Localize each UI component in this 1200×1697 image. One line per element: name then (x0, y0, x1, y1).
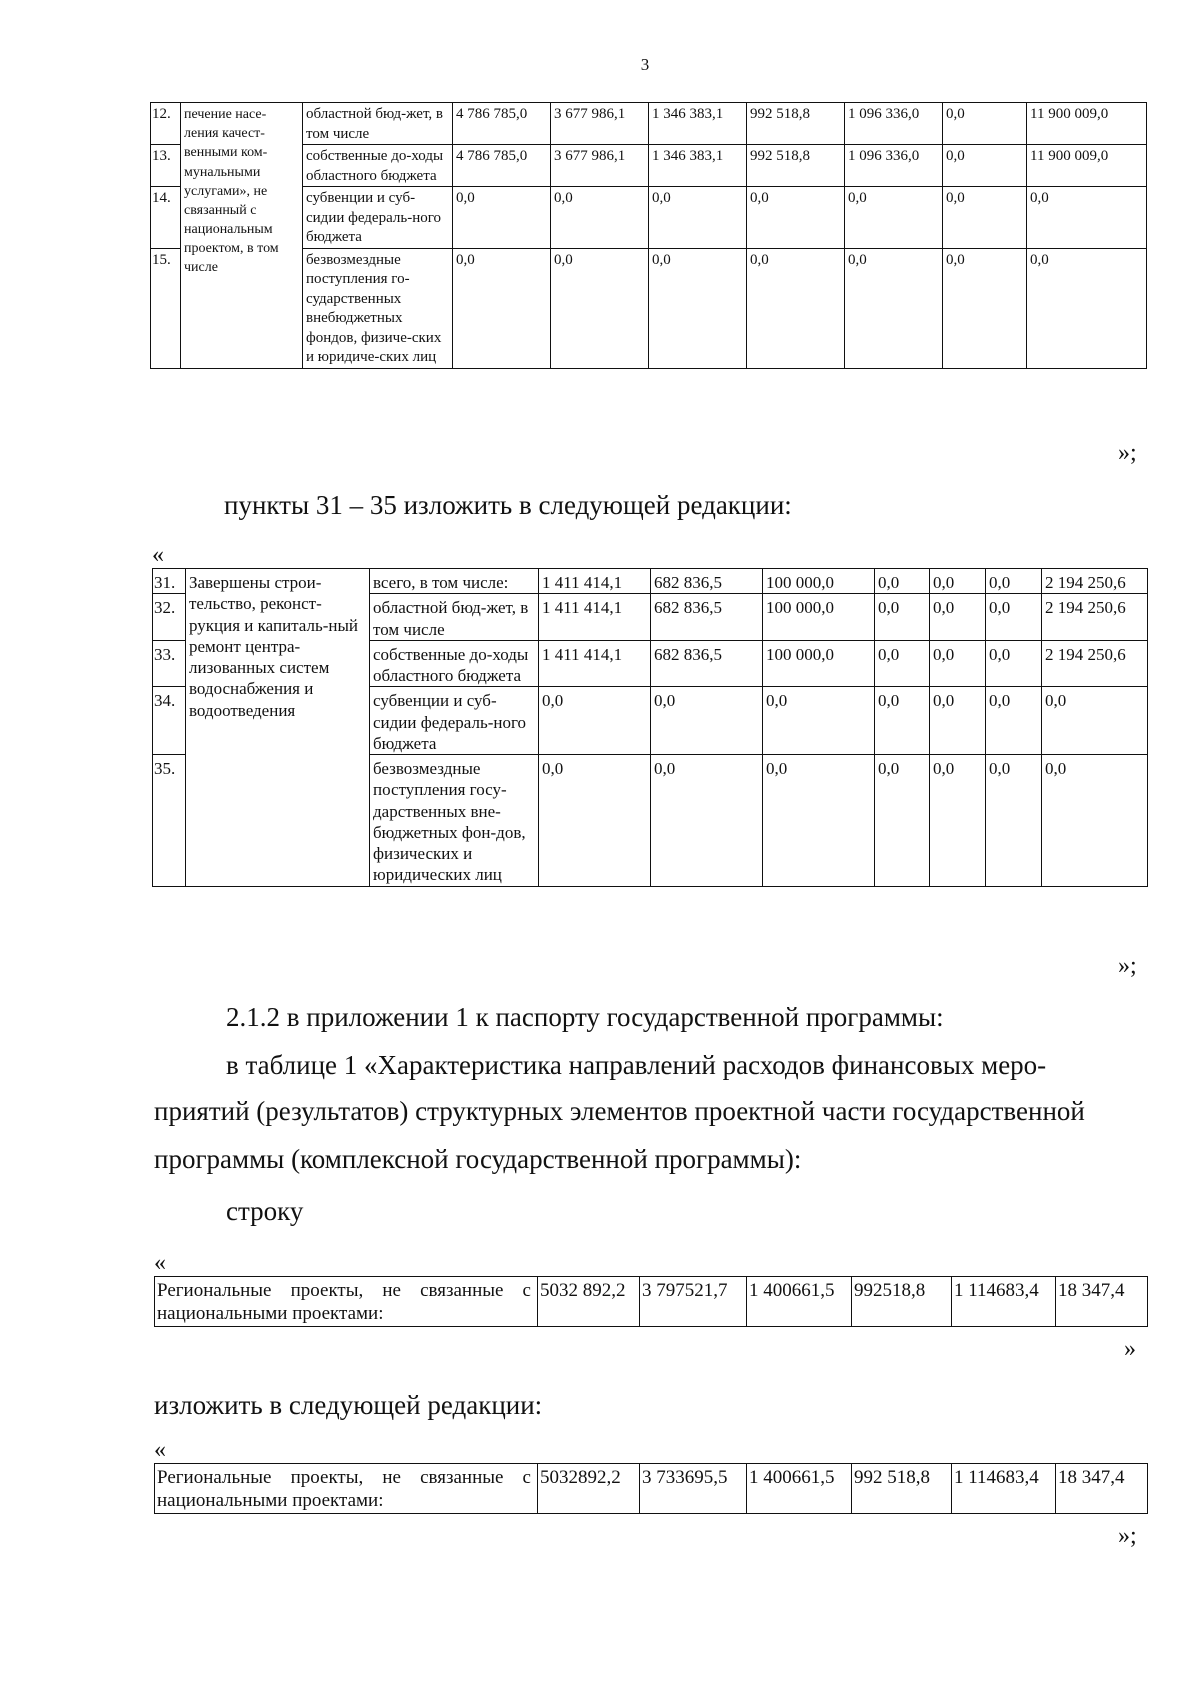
row-label: Региональные проекты, не связанные с национальными проектами: (155, 1464, 538, 1514)
value-cell: 0,0 (930, 687, 986, 755)
value-cell: 5032892,2 (538, 1464, 640, 1514)
value-cell: 0,0 (747, 187, 845, 249)
value-cell: 2 194 250,6 (1042, 594, 1148, 641)
value-cell: 5032 892,2 (538, 1277, 640, 1327)
value-cell: 992 518,8 (747, 145, 845, 187)
value-cell: 0,0 (930, 594, 986, 641)
value-cell: 3 677 986,1 (551, 103, 649, 145)
value-cell: 1 400661,5 (747, 1464, 852, 1514)
row-number: 33. (153, 640, 186, 687)
paragraph-line: программы (комплексной государственной программы): (154, 1144, 802, 1174)
value-cell: 0,0 (986, 594, 1042, 641)
value-cell: 0,0 (845, 248, 943, 368)
value-cell: 0,0 (539, 687, 651, 755)
direction-label: Завершены строи-тельство, реконст-рукция и капиталь-ный ремонт центра-лизованных систем водоснабжения и водоотведения (186, 569, 370, 887)
value-cell: 3 797521,7 (640, 1277, 747, 1327)
old-row-table (154, 1276, 1148, 1327)
opening-quote: « (154, 1437, 166, 1463)
value-cell: 0,0 (453, 187, 551, 249)
value-cell: 0,0 (986, 687, 1042, 755)
value-cell: 0,0 (1027, 187, 1147, 249)
value-cell: 682 836,5 (651, 594, 763, 641)
closing-quote: »; (1118, 440, 1137, 466)
value-cell: 1 346 383,1 (649, 145, 747, 187)
value-cell: 11 900 009,0 (1027, 145, 1147, 187)
row-number: 14. (151, 187, 181, 249)
value-cell: 2 194 250,6 (1042, 569, 1148, 594)
value-cell: 682 836,5 (651, 569, 763, 594)
value-cell: 1 114683,4 (952, 1464, 1056, 1514)
value-cell: 0,0 (651, 755, 763, 887)
value-cell: 0,0 (875, 594, 930, 641)
funding-source: собственные до-ходы областного бюджета (303, 145, 453, 187)
row-number: 31. (153, 569, 186, 594)
table-row (155, 1464, 1148, 1514)
value-cell: 0,0 (649, 248, 747, 368)
value-cell: 2 194 250,6 (1042, 640, 1148, 687)
value-cell: 0,0 (943, 145, 1027, 187)
value-cell: 1 096 336,0 (845, 103, 943, 145)
value-cell: 11 900 009,0 (1027, 103, 1147, 145)
opening-quote: « (154, 1250, 166, 1276)
value-cell: 100 000,0 (763, 594, 875, 641)
table-row (151, 103, 1147, 145)
value-cell: 0,0 (930, 640, 986, 687)
row-number: 13. (151, 145, 181, 187)
funding-source: областной бюд-жет, в том числе (303, 103, 453, 145)
stroku-text: строку (226, 1196, 304, 1226)
value-cell: 0,0 (649, 187, 747, 249)
value-cell: 0,0 (845, 187, 943, 249)
value-cell: 1 400661,5 (747, 1277, 852, 1327)
value-cell: 3 677 986,1 (551, 145, 649, 187)
value-cell: 3 733695,5 (640, 1464, 747, 1514)
value-cell: 0,0 (763, 687, 875, 755)
value-cell: 1 411 414,1 (539, 594, 651, 641)
funding-source: всего, в том числе: (370, 569, 539, 594)
value-cell: 0,0 (1042, 687, 1148, 755)
closing-quote: »; (1118, 953, 1137, 979)
funding-source: областной бюд-жет, в том числе (370, 594, 539, 641)
value-cell: 992 518,8 (747, 103, 845, 145)
value-cell: 18 347,4 (1056, 1277, 1148, 1327)
value-cell: 0,0 (930, 569, 986, 594)
row-number: 34. (153, 687, 186, 755)
direction-label: печение насе-ления качест-венными ком-мунальными услугами», не связанный с национальным проектом, в том числе (181, 103, 303, 369)
value-cell: 1 411 414,1 (539, 640, 651, 687)
value-cell: 0,0 (551, 187, 649, 249)
row-number: 12. (151, 103, 181, 145)
value-cell: 4 786 785,0 (453, 145, 551, 187)
value-cell: 0,0 (551, 248, 649, 368)
value-cell: 0,0 (875, 755, 930, 887)
value-cell: 0,0 (453, 248, 551, 368)
value-cell: 992 518,8 (852, 1464, 952, 1514)
value-cell: 0,0 (875, 687, 930, 755)
row-number: 32. (153, 594, 186, 641)
value-cell: 0,0 (875, 569, 930, 594)
instruction-text: пункты 31 – 35 изложить в следующей редакции: (224, 490, 792, 520)
value-cell: 100 000,0 (763, 569, 875, 594)
table-row (155, 1277, 1148, 1327)
value-cell: 0,0 (986, 755, 1042, 887)
value-cell: 0,0 (651, 687, 763, 755)
value-cell: 0,0 (875, 640, 930, 687)
funding-source: субвенции и суб-сидии федераль-ного бюджета (370, 687, 539, 755)
value-cell: 0,0 (539, 755, 651, 887)
funding-source: безвозмездные поступления го-сударственных внебюджетных фондов, физиче-ских и юридиче-ских лиц (303, 248, 453, 368)
funding-source: собственные до-ходы областного бюджета (370, 640, 539, 687)
value-cell: 100 000,0 (763, 640, 875, 687)
value-cell: 0,0 (1027, 248, 1147, 368)
opening-quote: « (152, 542, 164, 568)
table-row (153, 569, 1148, 594)
value-cell: 0,0 (943, 187, 1027, 249)
value-cell: 682 836,5 (651, 640, 763, 687)
funding-source: субвенции и суб-сидии федераль-ного бюджета (303, 187, 453, 249)
value-cell: 1 096 336,0 (845, 145, 943, 187)
funding-source: безвозмездные поступления госу-дарственных вне-бюджетных фон-дов, физических и юридических лиц (370, 755, 539, 887)
value-cell: 0,0 (747, 248, 845, 368)
value-cell: 0,0 (943, 103, 1027, 145)
value-cell: 992518,8 (852, 1277, 952, 1327)
section-heading: 2.1.2 в приложении 1 к паспорту государственной программы: (226, 1002, 944, 1032)
financing-table-rows-31-35 (152, 568, 1148, 887)
value-cell: 0,0 (930, 755, 986, 887)
value-cell: 0,0 (1042, 755, 1148, 887)
financing-table-rows-12-15 (150, 102, 1147, 369)
instruction-text: изложить в следующей редакции: (154, 1390, 543, 1420)
value-cell: 0,0 (943, 248, 1027, 368)
value-cell: 0,0 (763, 755, 875, 887)
row-label: Региональные проекты, не связанные с национальными проектами: (155, 1277, 538, 1327)
closing-quote: »; (1118, 1523, 1137, 1549)
paragraph-line: приятий (результатов) структурных элементов проектной части государственной (154, 1096, 1085, 1126)
new-row-table (154, 1463, 1148, 1514)
paragraph-line: в таблице 1 «Характеристика направлений расходов финансовых меро- (226, 1050, 1047, 1080)
value-cell: 18 347,4 (1056, 1464, 1148, 1514)
row-number: 35. (153, 755, 186, 887)
value-cell: 0,0 (986, 640, 1042, 687)
closing-quote: » (1124, 1336, 1136, 1362)
page-number: 3 (640, 55, 650, 74)
value-cell: 4 786 785,0 (453, 103, 551, 145)
value-cell: 1 411 414,1 (539, 569, 651, 594)
value-cell: 1 114683,4 (952, 1277, 1056, 1327)
value-cell: 1 346 383,1 (649, 103, 747, 145)
value-cell: 0,0 (986, 569, 1042, 594)
row-number: 15. (151, 248, 181, 368)
